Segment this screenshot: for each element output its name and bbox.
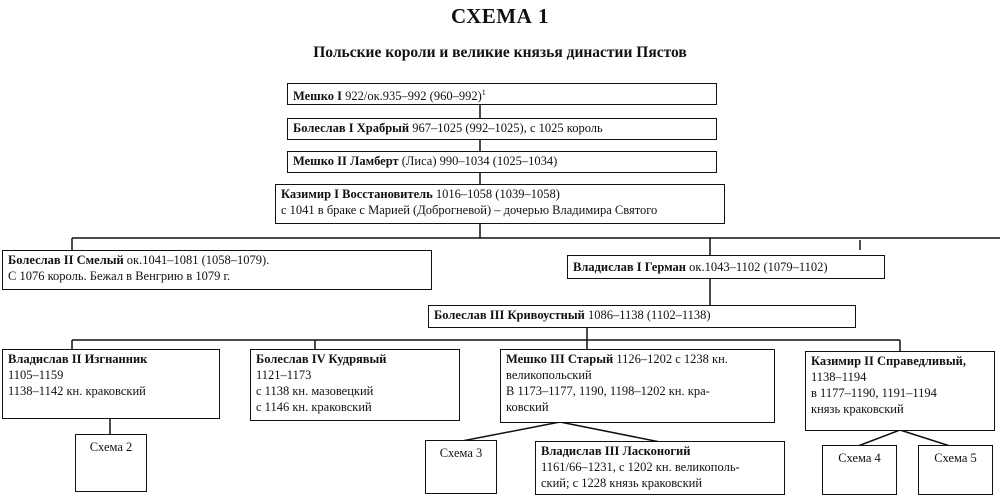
node-name: Мешко II Ламберт — [293, 154, 399, 168]
node-wladyslaw2 — [2, 349, 220, 419]
node-dates: ок.1041–1081 (1058–1079). — [123, 253, 270, 267]
node-dates: 922/ок.935–992 (960–992) — [342, 89, 482, 104]
ref-label: Схема 2 — [89, 440, 133, 454]
node-boleslaw4 — [250, 349, 460, 421]
node-note: князь краковский — [811, 402, 904, 416]
node-boleslaw2 — [2, 250, 432, 290]
node-dates: 1105–1159 — [8, 368, 64, 382]
connector-mieszko3-scheme3 — [462, 422, 560, 441]
node-dates: 1086–1138 (1102–1138) — [584, 308, 711, 322]
node-dates: 1016–1058 (1039–1058) — [432, 187, 560, 201]
diagram-title: СХЕМА 1 — [450, 4, 550, 28]
node-note: ский; с 1228 князь краковский — [541, 476, 703, 490]
ref-label: Схема 4 — [838, 451, 881, 465]
node-dates: 1126–1202 с 1238 кн. — [613, 352, 728, 366]
node-wladyslaw1 — [567, 255, 885, 279]
node-note: в 1177–1190, 1191–1194 — [811, 386, 937, 400]
node-name: Мешко III Старый — [506, 352, 614, 366]
node-dates: (Лиса) 990–1034 (1025–1034) — [398, 154, 558, 168]
node-note: с 1138 кн. мазовецкий — [256, 384, 374, 398]
node-name: Мешко I — [293, 89, 343, 104]
ref-scheme2[interactable] — [75, 434, 147, 492]
node-dates: 1161/66–1231, с 1202 кн. великополь- — [541, 460, 740, 474]
node-name: Болеслав I Храбрый — [293, 121, 410, 135]
node-wladyslaw3 — [535, 441, 785, 495]
node-note: с 1146 кн. краковский — [256, 400, 372, 414]
ref-scheme4[interactable] — [822, 445, 897, 495]
node-boleslaw3 — [428, 305, 856, 328]
diagram-subtitle: Польские короли и великие князья династии Пястов — [313, 44, 687, 61]
node-kazimierz2 — [805, 351, 995, 431]
ref-label: Схема 3 — [439, 446, 483, 460]
node-name: Владислав II Изгнанник — [8, 352, 148, 366]
node-name: Владислав I Герман — [573, 260, 686, 274]
node-dates: 1121–1173 — [256, 368, 312, 382]
ref-scheme3[interactable] — [425, 440, 497, 494]
node-note: 1138–1142 кн. краковский — [8, 384, 146, 398]
node-kazimierz1 — [275, 184, 725, 224]
ref-label: Схема 5 — [934, 451, 977, 465]
connector-kazimierz2-scheme5 — [900, 430, 950, 446]
node-name: Болеслав III Кривоустный — [434, 308, 585, 322]
node-mieszko3 — [500, 349, 775, 423]
footnote-marker: 1 — [481, 88, 486, 97]
node-dates: 967–1025 (992–1025), с 1025 король — [409, 121, 603, 135]
node-name: Казимир I Восстановитель — [281, 187, 433, 201]
node-mieszko2 — [287, 151, 717, 173]
node-name: Болеслав IV Кудрявый — [256, 352, 387, 366]
ref-scheme5[interactable] — [918, 445, 993, 495]
node-name: Владислав III Ласконогий — [541, 444, 691, 458]
node-note: с 1041 в браке с Марией (Доброгневой) – дочерью Владимира Святого — [281, 203, 658, 217]
node-note: великопольский — [506, 368, 592, 382]
node-boleslaw1 — [287, 118, 717, 140]
node-dates: ок.1043–1102 (1079–1102) — [686, 260, 828, 274]
node-note: ковский — [506, 400, 549, 414]
node-name: Казимир II Справедливый, — [811, 354, 966, 368]
node-note: С 1076 король. Бежал в Венгрию в 1079 г. — [8, 269, 231, 283]
node-dates: 1138–1194 — [811, 370, 867, 384]
node-name: Болеслав II Смелый — [8, 253, 124, 267]
node-note: В 1173–1177, 1190, 1198–1202 кн. кра- — [506, 384, 710, 398]
connector-mieszko3-wladyslaw3 — [560, 422, 660, 442]
node-mieszko1 — [287, 83, 717, 105]
connector-kazimierz2-scheme4 — [858, 430, 900, 446]
